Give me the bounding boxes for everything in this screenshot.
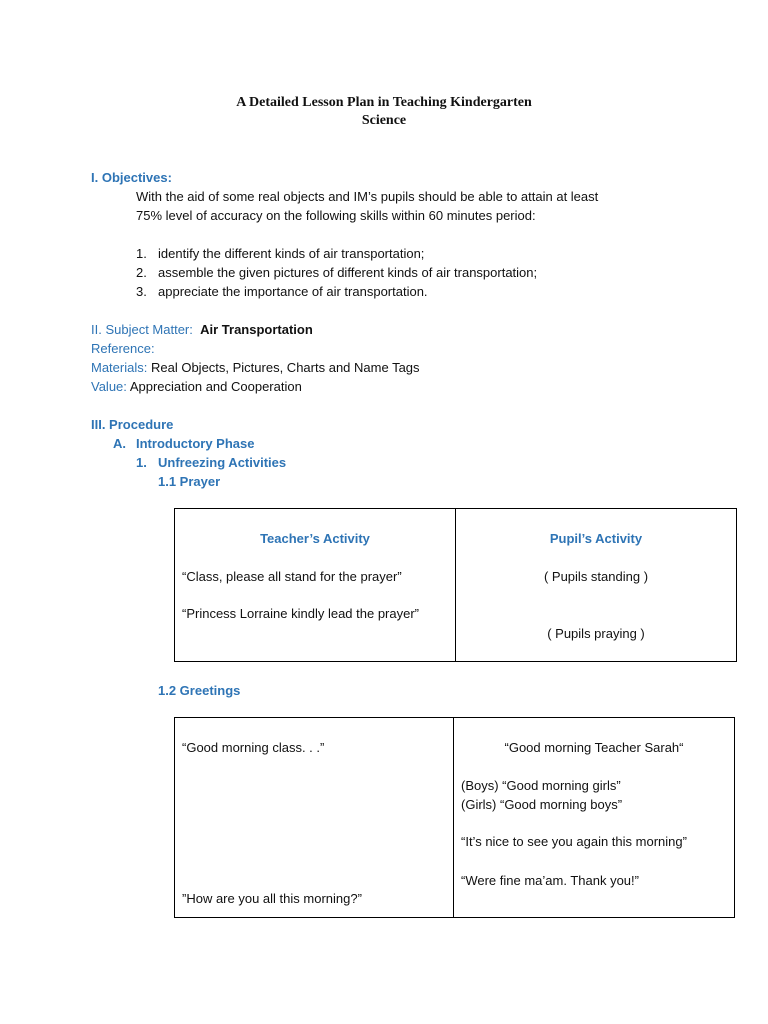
greetings-activity-table — [174, 717, 735, 918]
pupil-activity-cell — [454, 718, 735, 918]
pupil-activity-cell — [456, 509, 737, 662]
document-title — [0, 94, 768, 130]
pupil-line: (Boys) “Good morning girls” — [461, 778, 621, 793]
phase-title: Introductory Phase — [136, 436, 255, 451]
value-value: Appreciation and Cooperation — [129, 379, 302, 394]
pupil-line: “It’s nice to see you again this morning” — [461, 834, 687, 849]
pupil-line: (Girls) “Good morning boys” — [461, 797, 623, 812]
phase-letter: A. — [113, 436, 126, 451]
teacher-activity-cell — [175, 509, 456, 662]
subject-matter-value: Air Transportation — [200, 322, 313, 337]
objectives-heading: I. Objectives: — [91, 170, 172, 185]
teacher-line: “Good morning class. . .” — [182, 740, 325, 755]
teacher-line: “Class, please all stand for the prayer” — [182, 569, 402, 584]
materials-value: Real Objects, Pictures, Charts and Name Tags — [150, 360, 420, 375]
materials-label: Materials: — [91, 360, 148, 375]
subsection-greetings: 1.2 Greetings — [158, 683, 241, 698]
title-line-2: Science — [361, 113, 407, 128]
pupil-line: “Were fine ma’am. Thank you!” — [461, 873, 639, 888]
objective-item-text: identify the different kinds of air transportation; — [158, 246, 425, 261]
teacher-activity-cell — [175, 718, 454, 918]
objectives-intro-line-1: With the aid of some real objects and IM’s pupils should be able to attain at least — [136, 189, 599, 204]
prayer-activity-table — [174, 508, 737, 662]
step-title: Unfreezing Activities — [158, 455, 287, 470]
materials-line — [91, 358, 420, 377]
teacher-activity-header: Teacher’s Activity — [260, 531, 370, 546]
teacher-line: “Princess Lorraine kindly lead the prayer” — [182, 606, 419, 621]
subsection-prayer: 1.1 Prayer — [158, 474, 221, 489]
objective-item-num: 1. — [136, 246, 147, 261]
pupil-line: ( Pupils standing ) — [543, 569, 649, 584]
title-line-1: A Detailed Lesson Plan in Teaching Kindergarten — [236, 95, 532, 110]
step-number: 1. — [136, 455, 147, 470]
value-line — [91, 377, 302, 396]
pupil-line: “Good morning Teacher Sarah“ — [504, 740, 684, 755]
objectives-intro-line-2: 75% level of accuracy on the following skills within 60 minutes period: — [136, 208, 536, 223]
procedure-heading: III. Procedure — [91, 417, 174, 432]
pupil-activity-header: Pupil’s Activity — [549, 531, 643, 546]
subject-matter-line — [91, 320, 313, 339]
objective-item-text: appreciate the importance of air transportation. — [158, 284, 428, 299]
objective-item-num: 3. — [136, 284, 147, 299]
teacher-line: ”How are you all this morning?” — [182, 891, 362, 906]
value-label: Value: — [91, 379, 127, 394]
pupil-line: ( Pupils praying ) — [547, 626, 645, 641]
objective-item-text: assemble the given pictures of different kinds of air transportation; — [158, 265, 538, 280]
objective-item-num: 2. — [136, 265, 147, 280]
subject-matter-label: II. Subject Matter: — [91, 322, 193, 337]
reference-label: Reference: — [91, 341, 155, 356]
